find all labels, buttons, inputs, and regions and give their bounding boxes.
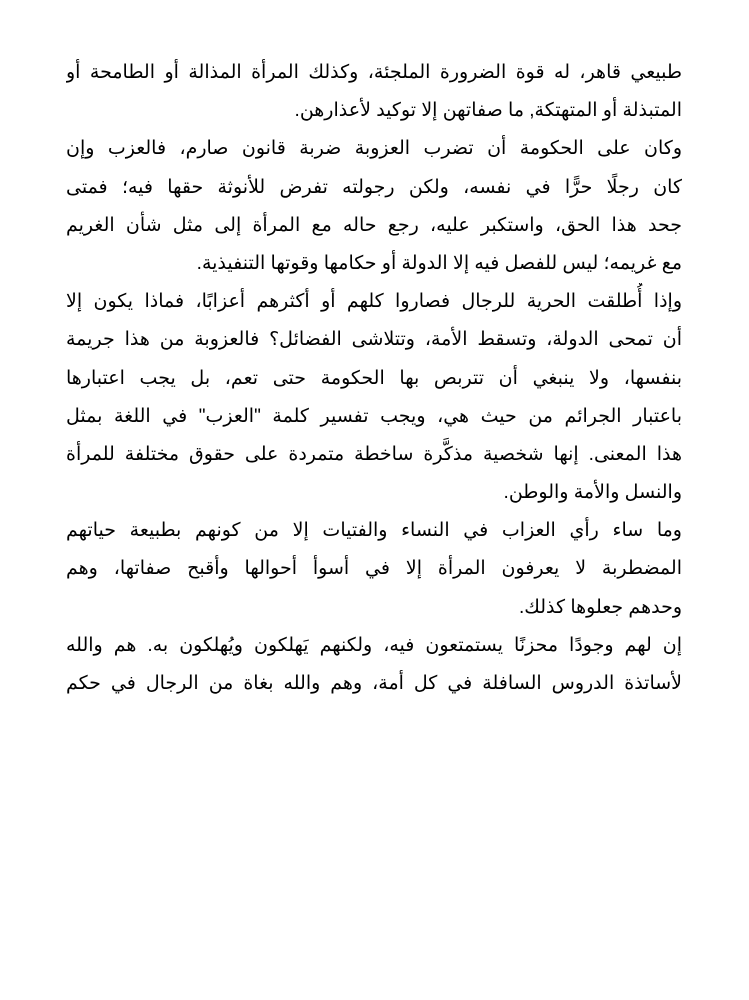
text-line: طبيعي قاهر، له قوة الضرورة الملجئة، وكذلك المرأة المذالة أو الطامحة أو bbox=[66, 62, 682, 83]
text-line: أن تمحى الدولة، وتسقط الأمة، وتتلاشى الفضائل؟ فالعزوبة من هذا جريمة bbox=[66, 329, 682, 351]
text-line: وكان على الحكومة أن تضرب العزوبة ضربة قانون صارم، فالعزب وإن bbox=[66, 138, 682, 160]
text-line: هذا المعنى. إنها شخصية مذكَّرة ساخطة متمردة على حقوق مختلفة للمرأة bbox=[66, 443, 682, 465]
text-line: لأساتذة الدروس السافلة في كل أمة، وهم والله بغاة من الرجال في حكم bbox=[66, 673, 682, 694]
text-line: بنفسها، ولا ينبغي أن تتربص بها الحكومة حتى تعم، بل يجب اعتبارها bbox=[66, 367, 682, 389]
text-line: والنسل والأمة والوطن. bbox=[503, 482, 682, 504]
text-line: المتبذلة أو المتهتكة, ما صفاتهن إلا توكيد لأعذارهن. bbox=[294, 100, 682, 122]
text-line: وإذا أُطلقت الحرية للرجال فصاروا كلهم أو أكثرهم أعزابًا، فماذا يكون إلا bbox=[66, 291, 682, 313]
text-line: إن لهم وجودًا محزنًا يستمتعون فيه، ولكنهم يَهلكون ويُهلكون به. هم والله bbox=[66, 634, 682, 656]
text-line: جحد هذا الحق، واستكبر عليه، رجع حاله مع المرأة إلى مثل شأن الغريم bbox=[66, 214, 682, 236]
text-line: كان رجلًا حرًّا في نفسه، ولكن رجولته تفرض للأنوثة حقها فيه؛ فمتى bbox=[66, 176, 682, 198]
document-page bbox=[66, 54, 682, 703]
text-line: وحدهم جعلوها كذلك. bbox=[518, 596, 682, 618]
text-line: وما ساء رأي العزاب في النساء والفتيات إلا من كونهم بطبيعة حياتهم bbox=[66, 520, 682, 542]
text-line: باعتبار الجرائم من حيث هي، ويجب تفسير كلمة "العزب" في اللغة بمثل bbox=[66, 405, 682, 427]
text-line: مع غريمه؛ ليس للفصل فيه إلا الدولة أو حكامها وقوتها التنفيذية. bbox=[196, 252, 682, 274]
text-line: المضطربة لا يعرفون المرأة إلا في أسوأ أحوالها وأقبح صفاتها، وهم bbox=[66, 558, 682, 580]
